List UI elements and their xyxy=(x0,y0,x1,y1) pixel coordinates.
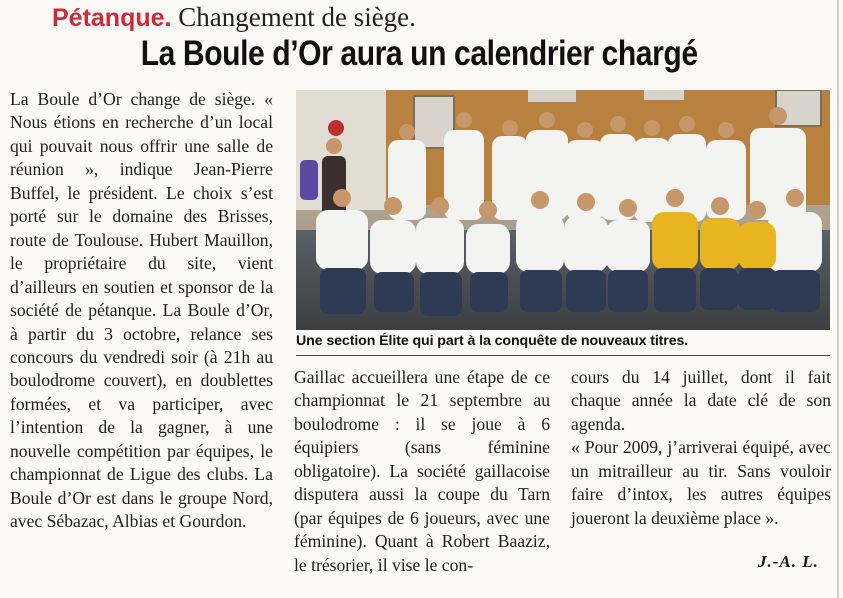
rubric-label: Pétanque. xyxy=(52,4,172,32)
author-signature: J.-A. L. xyxy=(758,552,819,571)
headline: La Boule d’Or aura un calendrier chargé xyxy=(140,34,698,73)
team-photo-illustration xyxy=(296,90,830,330)
column-1-paragraph: La Boule d’Or change de siège. « Nous étions en recherche d’un local qui pouvait nous offrir une salle de réunion », indique Jean-Pierre Buffel, le président. Le choix s’est porté sur le domaine des Brisses, route de Toulouse. Hubert Mauillon, le propriétaire du site, vient d’ailleurs en soutien et sponsor de la société de pétanque. La Boule d’Or, à partir du 3 octobre, relance ses concours du vendredi soir (à 21h au boulodrome couvert), en doublettes formées, et va participer, avec l’intention de la gagner, à une nouvelle compétition par équipes, le championnat de Ligue des clubs. La Boule d’Or est dans le groupe Nord, avec Sébazac, Albias et Gourdon. xyxy=(10,89,273,532)
article-column-1 xyxy=(10,88,273,534)
column-3-paragraph-2: « Pour 2009, j’arriverai équipé, avec un mitrailleur au tir. Sans vouloir faire d’intox, les autres équipes joueront la deuxième place ». xyxy=(571,437,831,528)
column-2-paragraph: Gaillac accueillera une étape de ce championnat le 21 septembre au boulodrome : il se joue à 6 équipiers (sans féminine obligatoire). La société gaillacoise disputera aussi la coupe du Tarn (par équipes de 6 joueurs, avec une féminine). Quant à Robert Baaziz, le trésorier, il vise le con- xyxy=(294,367,550,575)
kicker xyxy=(52,2,416,33)
kicker-subtitle: Changement de siège. xyxy=(178,2,416,32)
article-column-2 xyxy=(294,366,550,577)
team-photo xyxy=(296,90,830,330)
photo-caption: Une section Élite qui part à la conquête de nouveaux titres. xyxy=(296,333,689,349)
column-3-paragraph-1: cours du 14 juillet, dont il fait chaque année la date clé de son agenda. xyxy=(571,367,831,434)
caption-divider xyxy=(296,355,830,356)
page-edge xyxy=(837,0,839,598)
article-column-3 xyxy=(571,366,831,530)
